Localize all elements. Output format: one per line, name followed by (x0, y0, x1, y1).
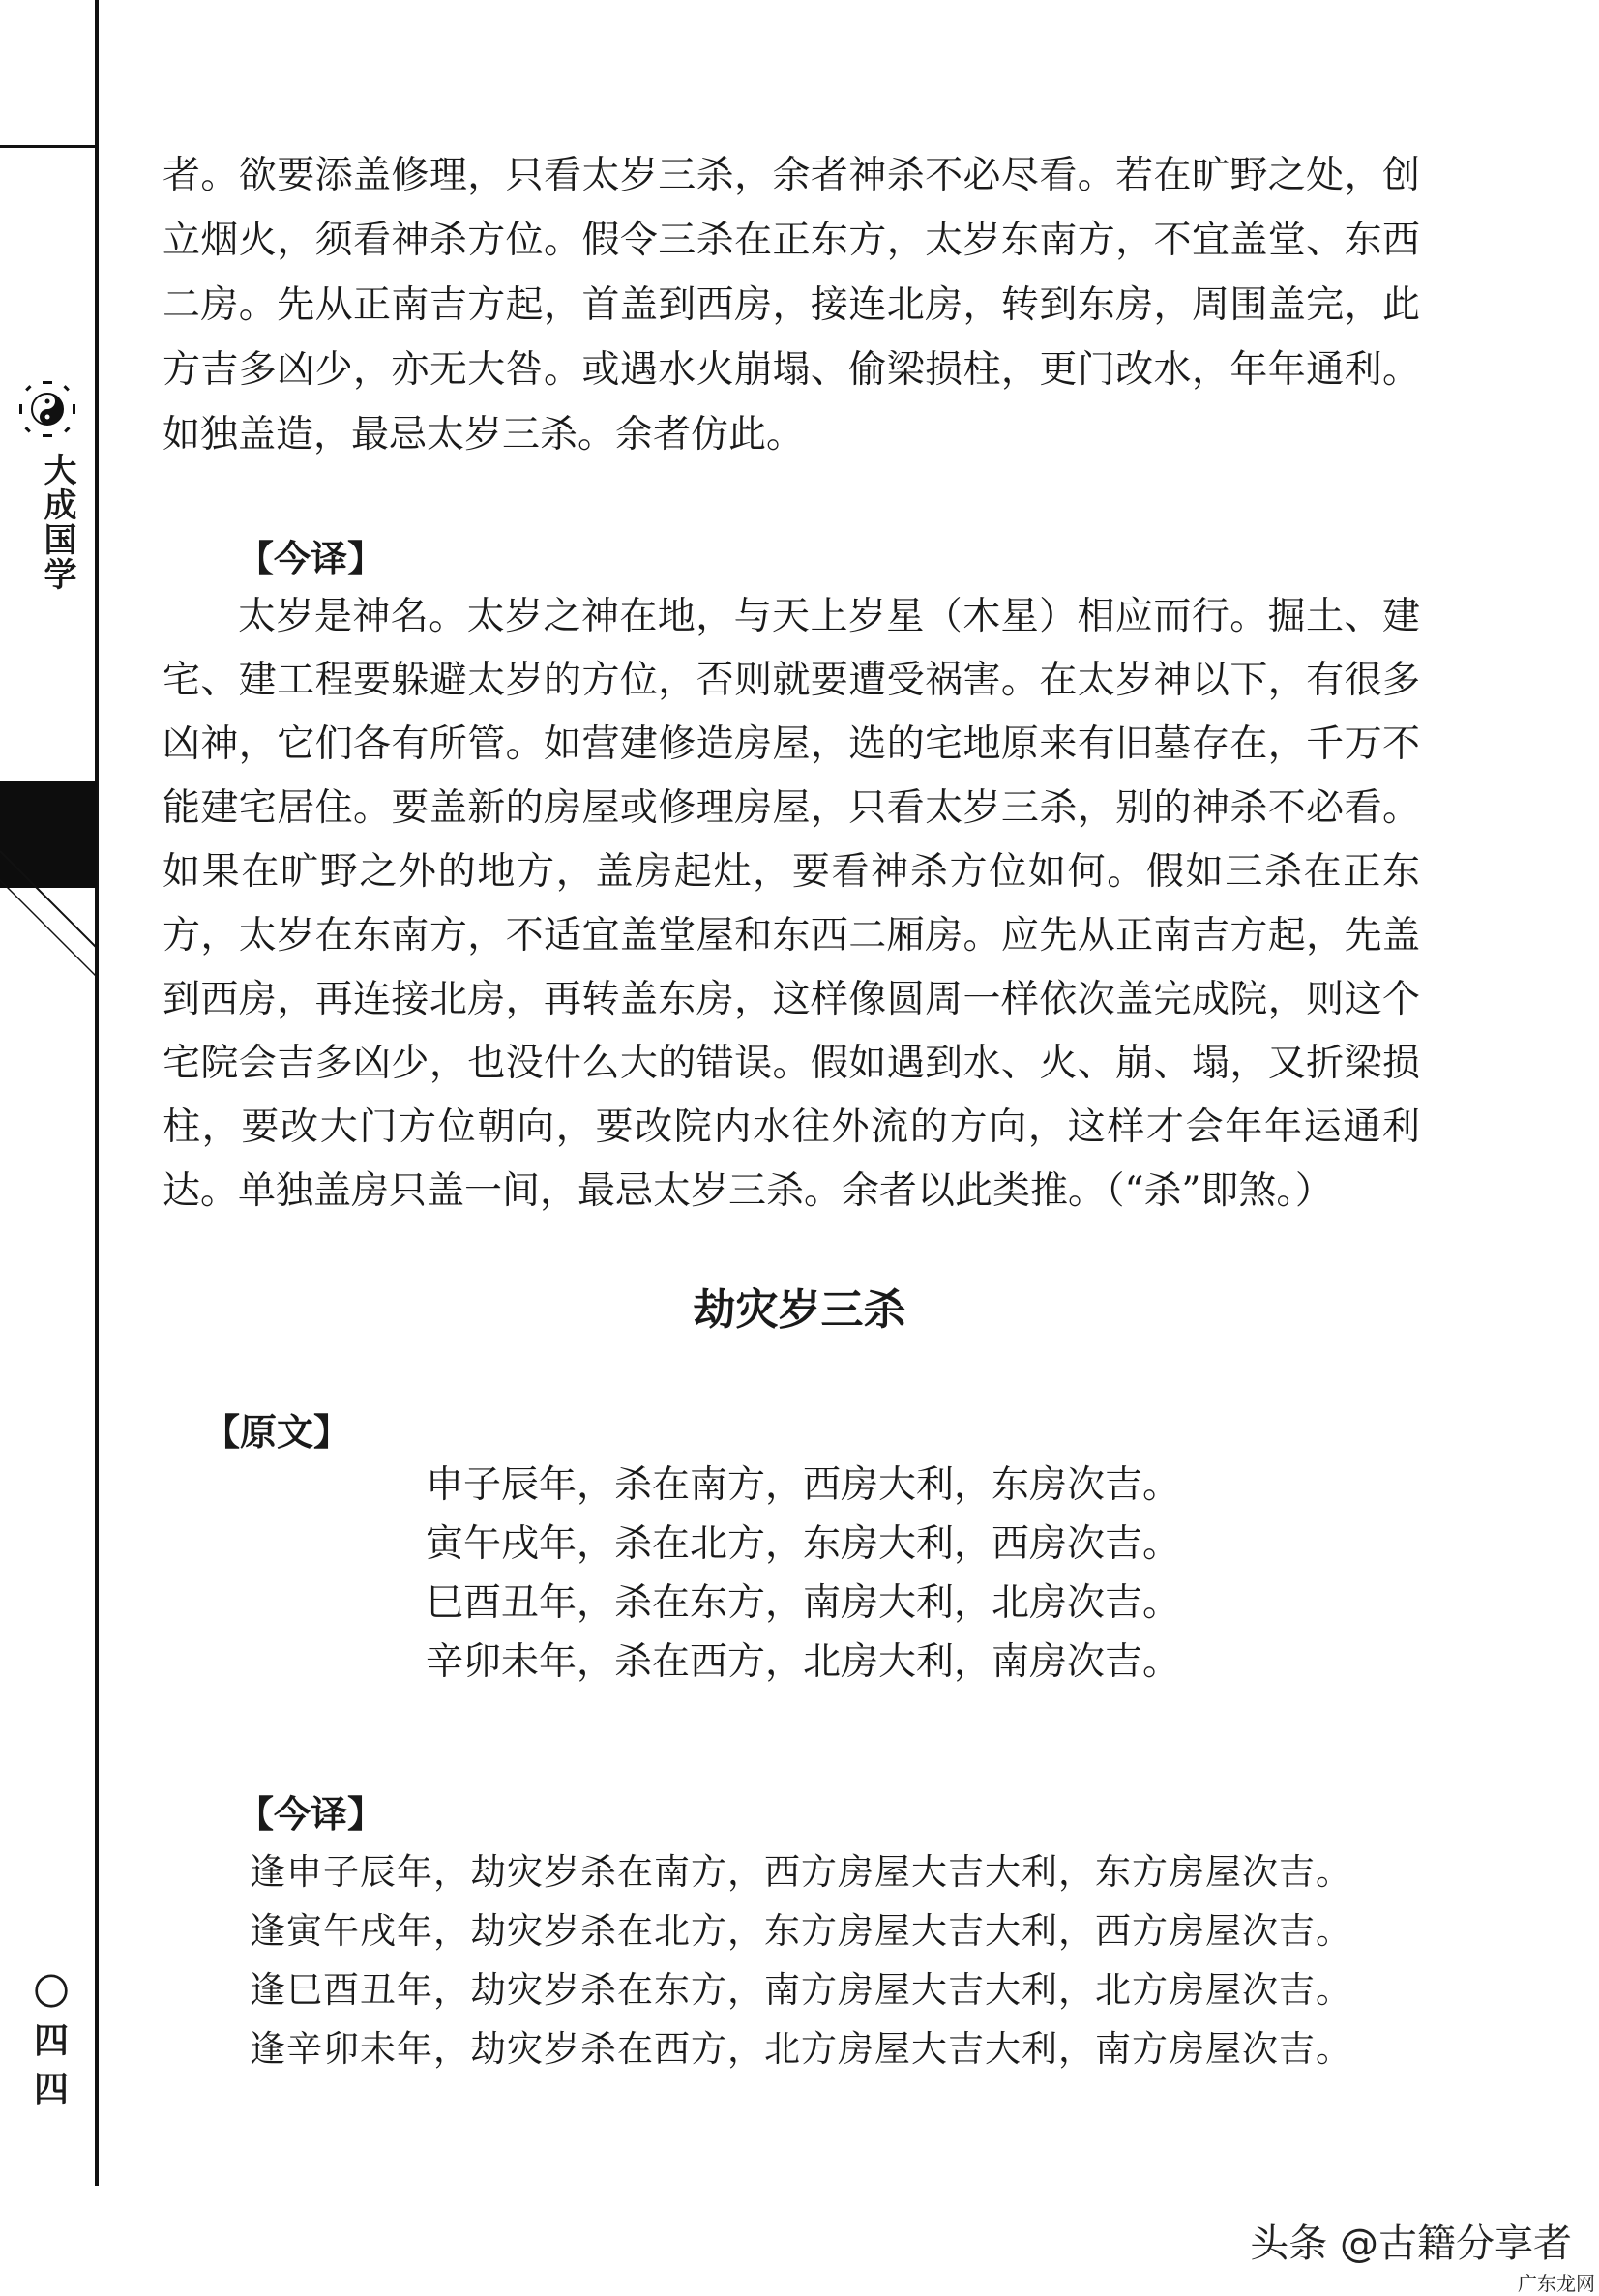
watermark: 头条 @古籍分享者 (1250, 2222, 1572, 2266)
list-item: 逢申子辰年，劫灾岁杀在南方，西方房屋大吉大利，东方房屋次吉。 (250, 1851, 1352, 1893)
list-item: 逢辛卯未年，劫灾岁杀在西方，北方房屋大吉大利，南方房屋次吉。 (250, 2028, 1352, 2070)
list-item: 申子辰年，杀在南方，西房大利，东房次吉。 (426, 1463, 1181, 1507)
margin-top-rule (0, 145, 97, 148)
translation-list (250, 1842, 1352, 2078)
list-item: 巳酉丑年，杀在东方，南房大利，北房次吉。 (426, 1581, 1181, 1625)
list-item: 寅午戌年，杀在北方，东房大利，西房次吉。 (426, 1522, 1181, 1566)
list-item: 辛卯未年，杀在西方，北房大利，南房次吉。 (426, 1640, 1181, 1684)
list-item: 逢巳酉丑年，劫灾岁杀在东方，南方房屋大吉大利，北方房屋次吉。 (250, 1969, 1352, 2011)
original-paragraph: 者。欲要添盖修理，只看太岁三杀，余者神杀不必尽看。若在旷野之处，创立烟火，须看神杀方位。假令三杀在正东方，太岁东南方，不宜盖堂、东西二房。先从正南吉方起，首盖到西房，接连北房，转到东房，周围盖完，此方吉多凶少，亦无大咎。或遇水火崩塌、偷梁损柱，更门改水，年年通利。如独盖造，最忌太岁三杀。余者仿此。 (163, 154, 1420, 456)
taiji-logo-icon (14, 375, 81, 443)
original-list (426, 1456, 1180, 1692)
series-title: 大成国学 (38, 453, 76, 592)
translation-label-2: 【今译】 (237, 1792, 385, 1836)
section-heading: 劫灾岁三杀 (693, 1285, 906, 1335)
original-label: 【原文】 (203, 1410, 351, 1454)
margin-rule (95, 0, 99, 2186)
translation-paragraph: 太岁是神名。太岁之神在地，与天上岁星（木星）相应而行。掘土、建宅、建工程要躲避太岁的方位，否则就要遭受祸害。在太岁神以下，有很多凶神，它们各有所管。如营建修造房屋，选的宅地原来有旧墓存在，千万不能建宅居住。要盖新的房屋或修理房屋，只看太岁三杀，别的神杀不必看。如果在旷野之外的地方，盖房起灶，要看神杀方位如何。假如三杀在正东方，太岁在东南方，不适宜盖堂屋和东西二厢房。应先从正南吉方起，先盖到西房，再连接北房，再转盖东房，这样像圆周一样依次盖完成院，则这个宅院会吉多凶少，也没什么大的错误。假如遇到水、火、崩、塌，又折梁损柱，要改大门方位朝向，要改院内水往外流的方向，这样才会年年运通利达。单独盖房只盖一间，最忌太岁三杀。余者以此类推。（“杀”即煞。） (163, 595, 1420, 1213)
margin-diagonal-lines (0, 841, 97, 986)
watermark-site: 广东龙网 (1518, 2272, 1595, 2295)
list-item: 逢寅午戌年，劫灾岁杀在北方，东方房屋大吉大利，西方房屋次吉。 (250, 1910, 1352, 1952)
translation-label: 【今译】 (237, 537, 385, 580)
page-number: 〇 四 四 (33, 1972, 69, 2109)
